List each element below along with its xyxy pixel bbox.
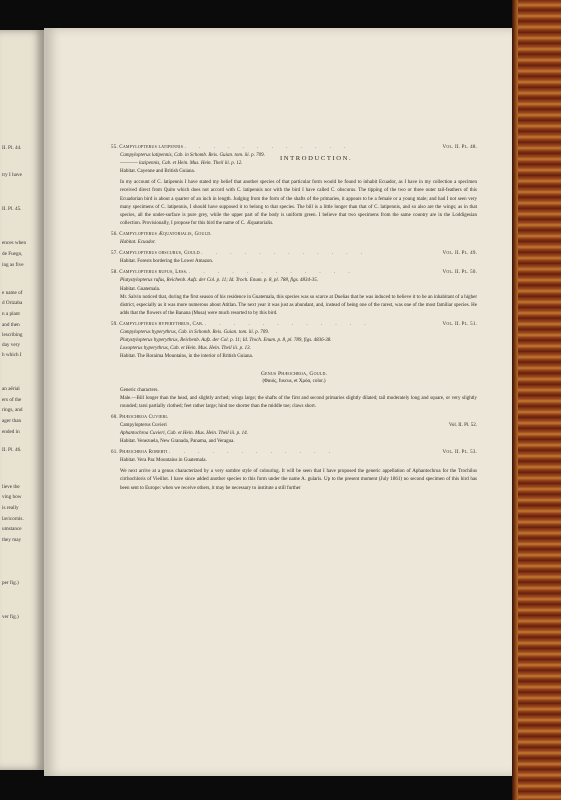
habitat: Habitat. The Roraima Mountains, in the interior of British Guiana. <box>120 354 253 360</box>
synonym: Platystylopterus rufus, Reichenb. Aufz. der Col. p. 11; Id. Troch. Enum. p. 8, pl. 788, figs. 4834-35. <box>120 278 318 284</box>
plate-ref: Vol. II. Pl. 51. <box>442 321 477 327</box>
genus-heading: Genus Phæochroa, Gould. <box>260 371 328 378</box>
habitat: Habitat. Guatemala. <box>120 286 161 292</box>
facing-page-fragment: ers of the <box>2 397 22 403</box>
synonym: Campylopterus latipennis, Cab. in Schomb. Reis. Guian. tom. iii. p. 709. <box>120 153 265 159</box>
facing-page-fragment: de Fuego, <box>2 251 23 257</box>
generic-characters-body: Male.—Bill longer than the head, and slightly arched; wings large; the shafts of the first and second primaries slightly dilated; tail moderately long and square, or very slightly rounded; tarsi partially clothed; feet rather large; hind toe shorter than the middle toe; claws short. <box>120 395 477 409</box>
entry-55-body: In my account of C. latipennis I have stated my belief that another species of that particular form would be found to inhabit Ecuador, as I have in my collection a specimen received direct from Quito which does not accord with C. latipennis nor with the bird I have called C. obscurus. The tipping of the two or three outer tail-feathers of this Ecuadorian bird is about a quarter of an inch in length. Judging from the form of the shafts of the primaries, it appears to be a female or a young male; and had I not seen very many specimens of C. latipennis, I should have supposed it to belong to that species. The bill is a little longer than that of C. latipennis, and so also are the wings; as in that species, all the under-surface is pure grey, while the upper part of the body is uniform green. I believe that two specimens from the same country are in the Loddigesian collection. Provisionally, I propose for this bird the name of C. Æquatorialis. <box>120 180 477 226</box>
plate-ref: Vol. II. Pl. 50. <box>442 270 477 276</box>
entry-58-body: Mr. Salvin noticed that, during the first season of his residence in Guatemala, this species was so scarce at Dueñas that he was induced to believe it to be an inhabitant of a higher district, especially as it was more numerous about Atitlan. The next year it was just as abundant, and, instead of being one of the rarest, was one of the most familiar species. He adds that the flowers of the Banana (Musa) were much resorted to by this bird. <box>120 294 477 316</box>
facing-page-fragment: II. Pl. 45. <box>2 206 22 212</box>
facing-page-fragment: h which I <box>2 352 22 358</box>
entry-56-title: 56. Campylopterus Æquatorialis, Gould. <box>111 231 212 237</box>
facing-page-fragment: ended in <box>2 429 20 435</box>
entry-59-title: 59. Campylopterus hyperythrus, Cab. . . . . . . . . . . . . Vol. II. Pl. 51. <box>111 321 477 329</box>
entry-57-title: 57. Campylopterus obscurus, Gould . . . . . . . . . . . . Vol. II. Pl. 49. <box>111 250 477 258</box>
habitat: Habitat. Forests bordering the Lower Amazon. <box>120 259 214 265</box>
facing-page-fragment: they may <box>2 537 22 543</box>
entry-55-title: 55. Campylopterus latipennis . . . . . . . . . . . . Vol. II. Pl. 48. <box>111 144 477 152</box>
facing-page-fragment: n a plant <box>2 311 20 317</box>
plate-ref: Vol. II. Pl. 52. <box>448 422 477 428</box>
facing-page-fragment: and then <box>2 322 20 328</box>
facing-page-fragment: e name of <box>2 290 23 296</box>
entry-60-subtitle: Campylopterus Cuvieri Vol. II. Pl. 52. <box>111 422 477 430</box>
facing-page-fragment: lieve the <box>2 484 20 490</box>
synonym: Aphantochroa Cuvieri, Cab. et Hein. Mus. Hein. Theil iii. p. 14. <box>120 431 248 436</box>
entry-61-title: 61. Phæochroa Roberti . . . . . . . . . . . . Vol. II. Pl. 53. <box>111 449 477 457</box>
running-title: INTRODUCTION. <box>280 155 353 162</box>
facing-page-fragment: ver fig.) <box>2 614 19 620</box>
facing-page-fragment: ager than <box>2 418 22 424</box>
habitat: Habitat. Ecuador. <box>120 240 156 246</box>
entry-61-body: We next arrive at a genus characterized by a very sombre style of colouring. It will be seen that I have proposed the generic appellation of Aphantochroa for the Trochilus cirrhochloris of Vieillot. I have since added another species to this form under the name A. gularis. Up to the present moment (July 1861) no second specimen of this bird has been sent to Europe: when we receive others, it may be necessary to institute a still further <box>120 469 477 491</box>
facing-page-fragment: II. Pl. 44. <box>2 145 22 151</box>
habitat: Habitat. Vera Paz Mountains in Guatemala. <box>120 458 207 464</box>
synonym: Loxopterus hyperythrus, Cab. et Hein. Mus. Hein. Theil iii. p. 13. <box>120 346 251 352</box>
genus-etymology: (Φαιός, fuscus, et Χρόα, color.) <box>262 379 326 385</box>
facing-page-fragment: is really <box>2 505 19 511</box>
facing-page-fragment: try I have <box>2 172 22 178</box>
page-body <box>111 144 477 493</box>
facing-page-fragment: ences when <box>2 240 27 246</box>
facing-page-fragment: per fig.) <box>2 580 19 586</box>
habitat: Habitat. Venezuela, New Granada, Panama, and Veragua. <box>120 439 235 445</box>
facing-page-fragment: an aërial <box>2 386 20 392</box>
entry-58-title: 58. Campylopterus rufus, Less. . . . . . . . . . . . . Vol. II. Pl. 50. <box>111 269 477 277</box>
facing-page-edge <box>0 30 44 770</box>
facing-page-fragment: lavicornis. <box>2 516 24 522</box>
facing-page-fragment: day very <box>2 342 21 348</box>
plate-ref: Vol. II. Pl. 48. <box>442 145 477 150</box>
habitat: Habitat. Cayenne and British Guiana. <box>120 169 195 175</box>
facing-page-fragment: rings, and <box>2 407 23 413</box>
facing-page-fragment: ing as five <box>2 262 24 268</box>
facing-page-fragment: II. Pl. 46. <box>2 447 22 453</box>
facing-page-fragment: lescribing <box>2 332 23 338</box>
synonym: ———— lazipennis, Cab. et Hein. Mus. Hein. Theil iii. p. 12. <box>120 161 243 167</box>
synonym: Platystylopterus hyperythrus, Reichenb. Aufz. der Col. p. 11; Id. Troch. Enum. p. 8, pl. 789, figs. 4836-38. <box>120 338 332 344</box>
facing-page-fragment: d Orizaba <box>2 300 23 306</box>
book-binding <box>512 0 561 800</box>
facing-page-fragment: umstance <box>2 526 22 532</box>
synonym: Campylopterus hyperythrus, Cab. in Schomb. Reis. Guian. tom. iii. p. 709. <box>120 329 270 335</box>
entry-60-title: 60. Phæochroa Cuvieri. <box>111 414 169 420</box>
facing-page-fragment: ving how <box>2 494 22 500</box>
generic-characters-label: Generic characters. <box>120 387 159 393</box>
plate-ref: Vol. II. Pl. 53. <box>442 450 477 456</box>
plate-ref: Vol. II. Pl. 49. <box>442 251 477 257</box>
